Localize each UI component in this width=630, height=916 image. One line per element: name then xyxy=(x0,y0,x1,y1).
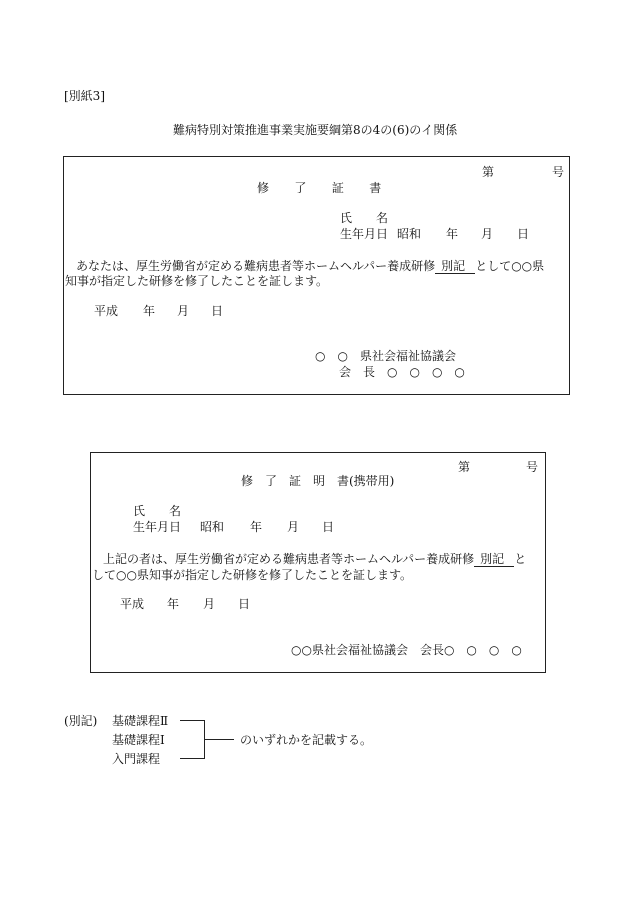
portable-date-year: 年 xyxy=(167,597,180,611)
cert-body-pre: あなたは、厚生労働省が定める難病患者等ホームヘルパー養成研修 xyxy=(76,259,436,273)
note-item-basic-1: 基礎課程Ⅰ xyxy=(112,733,165,747)
note-item-basic-2: 基礎課程Ⅱ xyxy=(112,714,169,728)
cert-body-line2: 知事が指定した研修を修了したことを証します。 xyxy=(65,274,329,288)
portable-number-go: 号 xyxy=(526,460,539,474)
portable-birth-month: 月 xyxy=(287,520,300,534)
cert-date-year: 年 xyxy=(143,304,156,318)
note-text: のいずれかを記載する。 xyxy=(240,733,373,747)
portable-body-line1 xyxy=(103,553,526,565)
cert-date-day: 日 xyxy=(211,304,224,318)
note-label: (別記) xyxy=(64,714,98,728)
cert-birth-year: 年 xyxy=(446,227,459,241)
document-title: 難病特別対策推進事業実施要綱第8の4の(6)のイ関係 xyxy=(173,123,458,137)
cert-body-post: として○○県 xyxy=(475,259,545,273)
cert-issuer-org: ○ ○ 県社会福祉協議会 xyxy=(315,349,456,363)
portable-body-blank: 別記 xyxy=(474,552,514,567)
cert-number-dai: 第 xyxy=(482,165,495,179)
portable-body-post: と xyxy=(514,552,527,566)
cert-birth-day: 日 xyxy=(517,227,530,241)
cert-body-blank: 別記 xyxy=(435,259,475,274)
portable-birth-label: 生年月日 xyxy=(133,520,182,534)
portable-number-dai: 第 xyxy=(458,460,471,474)
portable-date-era: 平成 xyxy=(120,597,145,611)
cert-body-line1 xyxy=(76,260,544,272)
portable-body-pre: 上記の者は、厚生労働省が定める難病患者等ホームヘルパー養成研修 xyxy=(103,552,475,566)
cert-date-era: 平成 xyxy=(94,304,119,318)
cert-birth-label: 生年月日 xyxy=(340,227,389,241)
cert-birth-month: 月 xyxy=(481,227,494,241)
cert-name-label: 氏 名 xyxy=(340,211,389,225)
portable-body-line2: して○○県知事が指定した研修を修了したことを証します。 xyxy=(92,568,412,582)
portable-birth-era: 昭和 xyxy=(200,520,225,534)
portable-date-day: 日 xyxy=(238,597,251,611)
portable-issuer: ○○県社会福祉協議会 会長○ ○ ○ ○ xyxy=(291,643,522,657)
cert-heading: 修 了 証 書 xyxy=(257,181,393,195)
portable-birth-year: 年 xyxy=(250,520,263,534)
portable-date-month: 月 xyxy=(203,597,216,611)
portable-heading: 修 了 証 明 書(携帯用) xyxy=(241,474,395,488)
cert-date-month: 月 xyxy=(177,304,190,318)
cert-birth-era: 昭和 xyxy=(397,227,422,241)
cert-issuer-head: 会 長 ○ ○ ○ ○ xyxy=(339,365,465,379)
portable-name-label: 氏 名 xyxy=(133,504,182,518)
cert-number-go: 号 xyxy=(552,165,565,179)
annex-label: [別紙3] xyxy=(64,89,105,103)
portable-birth-day: 日 xyxy=(322,520,335,534)
note-item-intro: 入門課程 xyxy=(112,752,161,766)
